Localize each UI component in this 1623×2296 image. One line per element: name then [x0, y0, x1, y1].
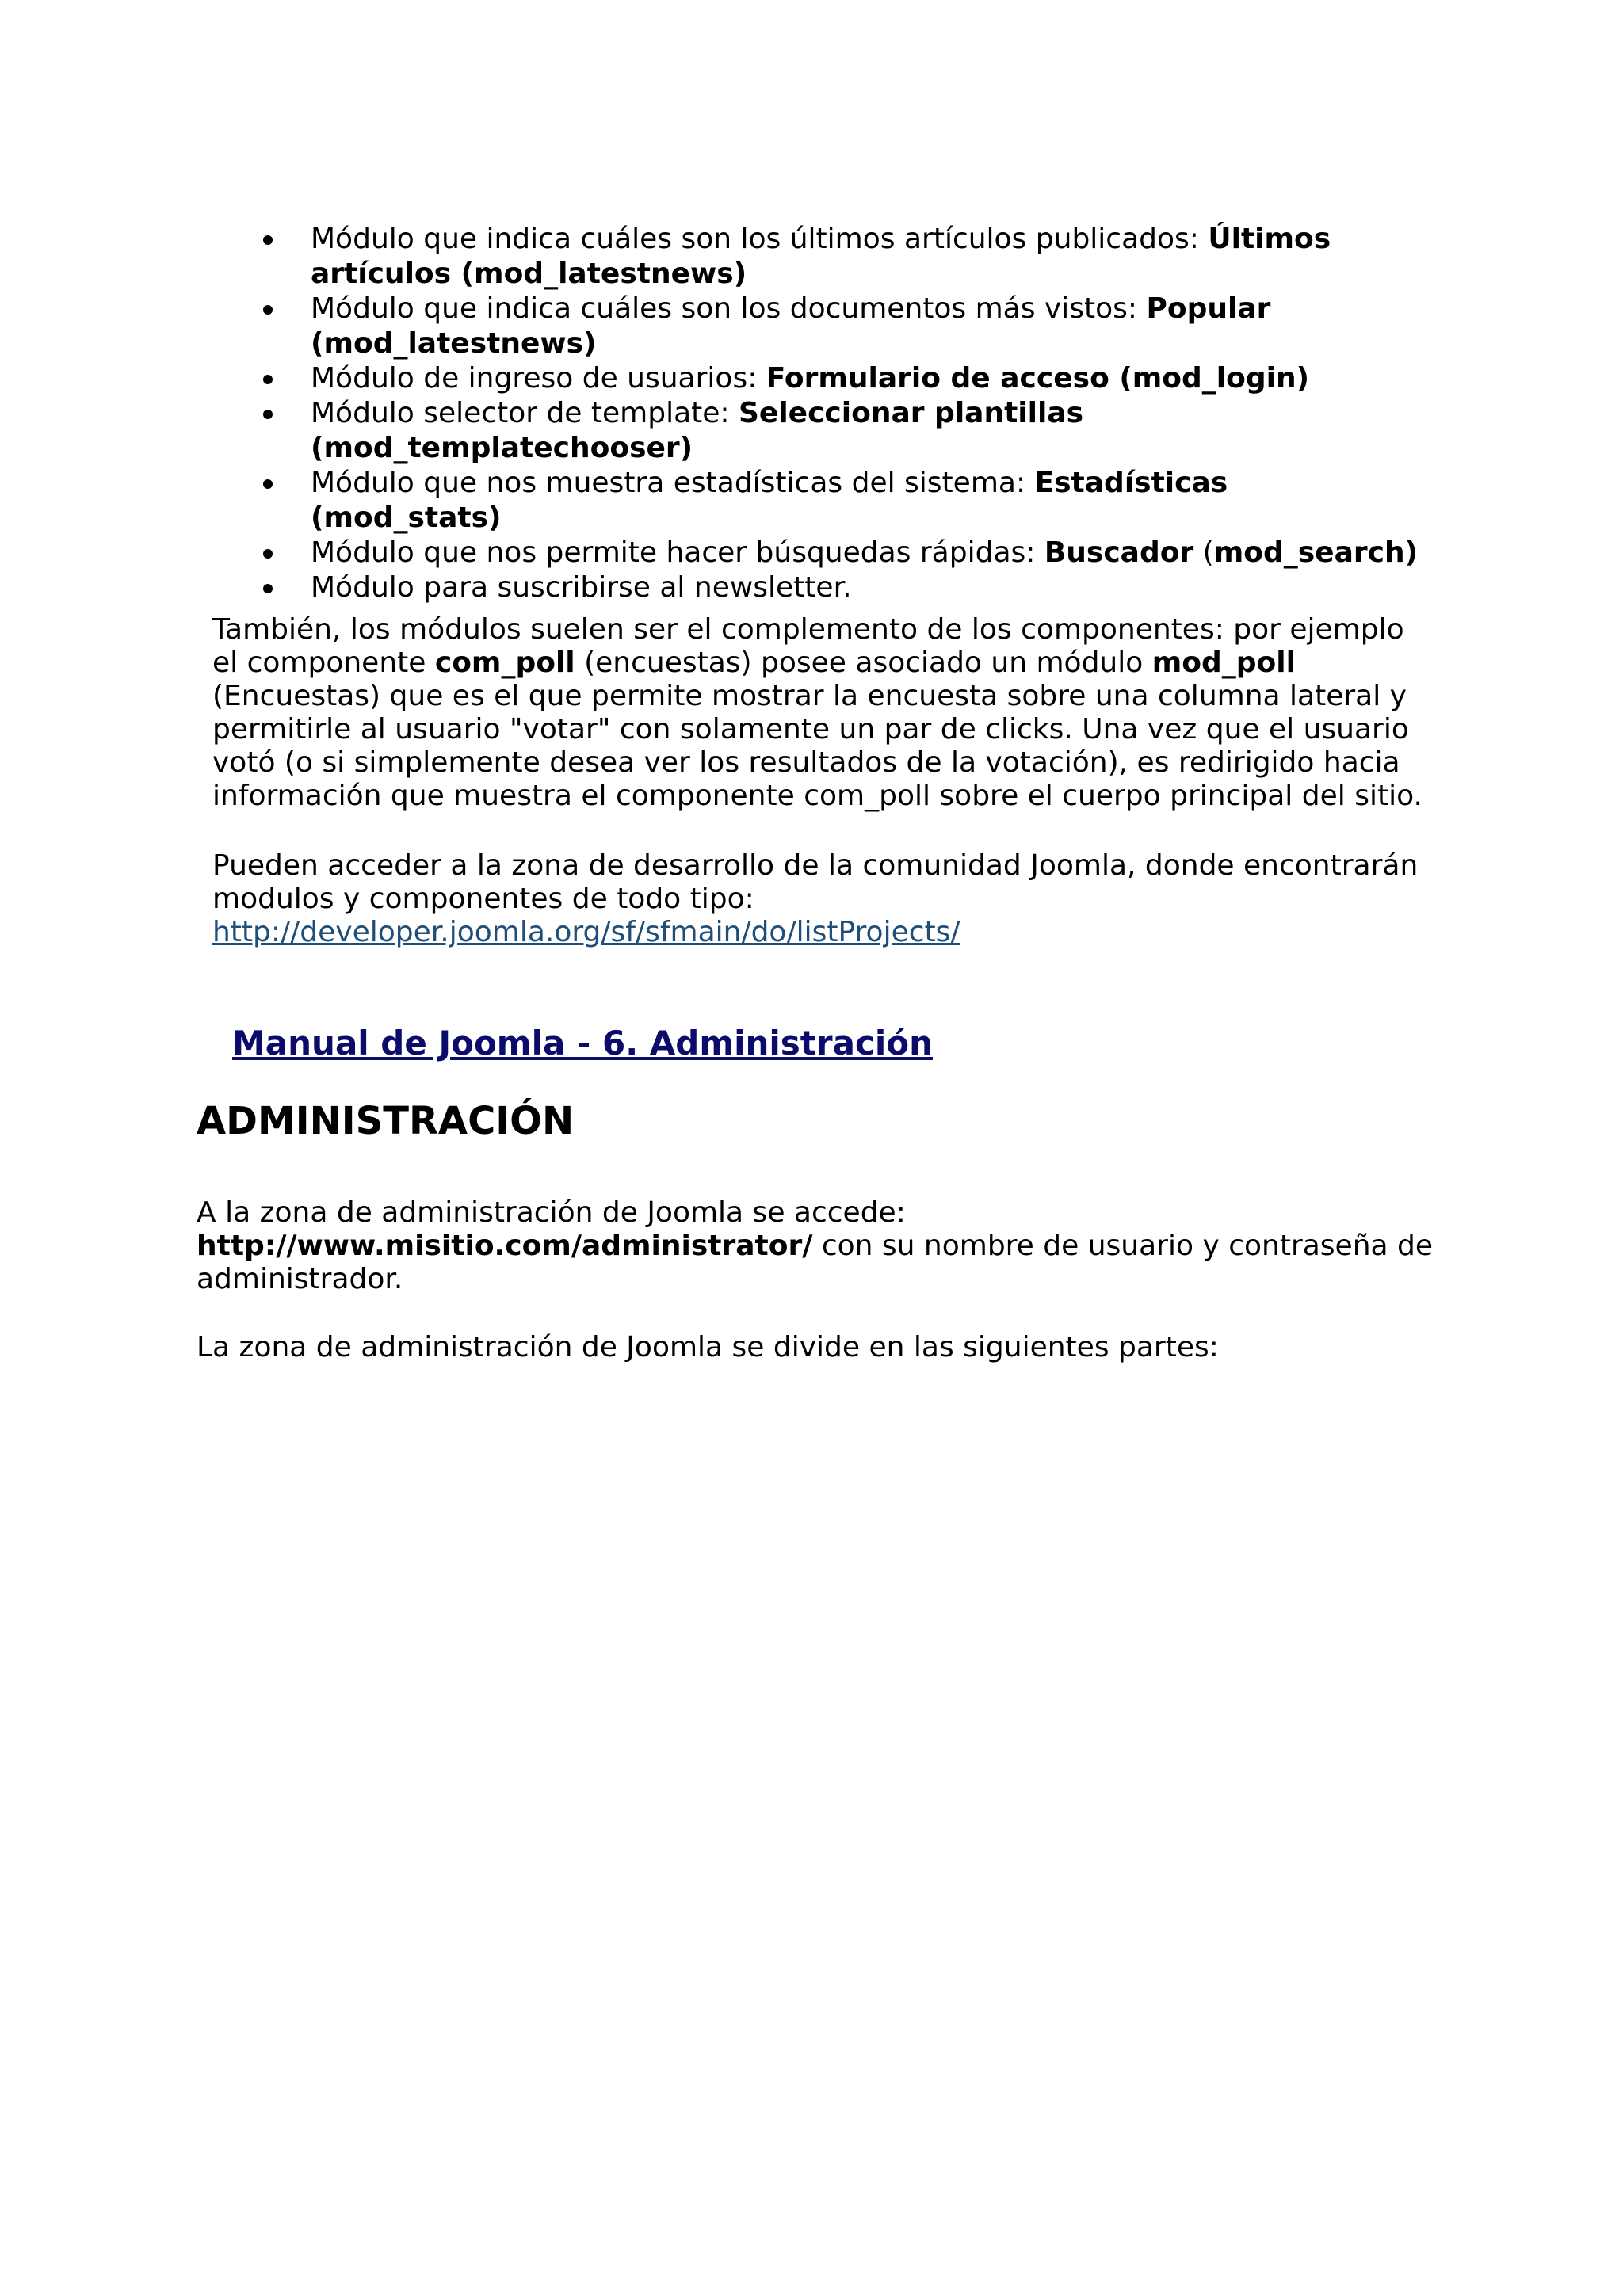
list-item — [255, 222, 1420, 292]
paragraph-text: (Encuestas) que es el que permite mostrar la encuesta sobre una columna lateral y permitirle al usuario "votar" con solamente un par de clicks. Una vez que el usuario votó (o si simplemente desea ver los resultados de la votación), es redirigido hacia información que muestra el componente com_poll sobre el cuerpo principal del sitio. — [212, 680, 1423, 812]
list-item-text: Módulo para suscribirse al newsletter. — [311, 571, 852, 604]
list-item-bold: Seleccionar plantillas (mod_templatechooser) — [311, 397, 1084, 464]
bullet-icon — [263, 375, 273, 384]
developer-link[interactable]: http://developer.joomla.org/sf/sfmain/do/listProjects/ — [212, 916, 960, 948]
list-item-text: Módulo selector de template: — [311, 397, 739, 429]
list-item-text: Módulo que indica cuáles son los últimos artículos publicados: — [311, 223, 1209, 255]
list-item-bold: Formulario de acceso (mod_login) — [766, 362, 1310, 395]
bullet-icon — [263, 479, 273, 489]
bullet-icon — [263, 584, 273, 593]
manual-section-link[interactable]: Manual de Joomla - 6. Administración — [232, 1024, 933, 1062]
admin-url: http://www.misitio.com/administrator/ — [197, 1230, 813, 1262]
list-item — [255, 536, 1420, 570]
list-item-text: Módulo que nos permite hacer búsquedas rápidas: — [311, 536, 1044, 569]
paragraph-text: (encuestas) posee asociado un módulo — [575, 646, 1152, 679]
list-item-bold: Estadísticas (mod_stats) — [311, 467, 1228, 534]
list-item-bold: Buscador — [1044, 536, 1194, 569]
list-item-text: Módulo que indica cuáles son los documentos más vistos: — [311, 292, 1147, 325]
section-heading: ADMINISTRACIÓN — [197, 1099, 575, 1143]
list-item-text: Módulo de ingreso de usuarios: — [311, 362, 766, 395]
paragraph-bold: mod_poll — [1151, 646, 1296, 679]
admin-access-paragraph — [197, 1196, 1449, 1296]
list-item — [255, 570, 1420, 605]
paragraph-text: Pueden acceder a la zona de desarrollo de la comunidad Joomla, donde encontrarán modulos y componentes de todo tipo: — [212, 849, 1419, 915]
list-item — [255, 361, 1420, 396]
developer-zone-paragraph — [212, 849, 1433, 949]
list-item-bold: mod_search) — [1213, 536, 1419, 569]
list-item — [255, 396, 1420, 466]
paragraph-bold: com_poll — [434, 646, 575, 679]
bullet-icon — [263, 549, 273, 559]
list-item — [255, 292, 1420, 361]
list-item — [255, 466, 1420, 536]
bullet-icon — [263, 410, 273, 419]
list-item-text: ( — [1193, 536, 1214, 569]
list-item-text: Módulo que nos muestra estadísticas del sistema: — [311, 467, 1035, 499]
bullet-icon — [263, 235, 273, 245]
admin-parts-paragraph: La zona de administración de Joomla se divide en las siguientes partes: — [197, 1331, 1219, 1363]
paragraph-text: A la zona de administración de Joomla se accede: — [197, 1196, 906, 1229]
modules-components-paragraph — [212, 613, 1433, 813]
list-item-bold: Últimos artículos (mod_latestnews) — [311, 223, 1331, 290]
paragraph-text: También, los módulos suelen ser el complemento de los componentes: por ejemplo el componente — [212, 613, 1404, 679]
list-item-bold: Popular (mod_latestnews) — [311, 292, 1271, 360]
module-list — [255, 222, 1420, 605]
paragraph-text: con su nombre de usuario y contraseña de administrador. — [197, 1230, 1434, 1295]
bullet-icon — [263, 305, 273, 315]
